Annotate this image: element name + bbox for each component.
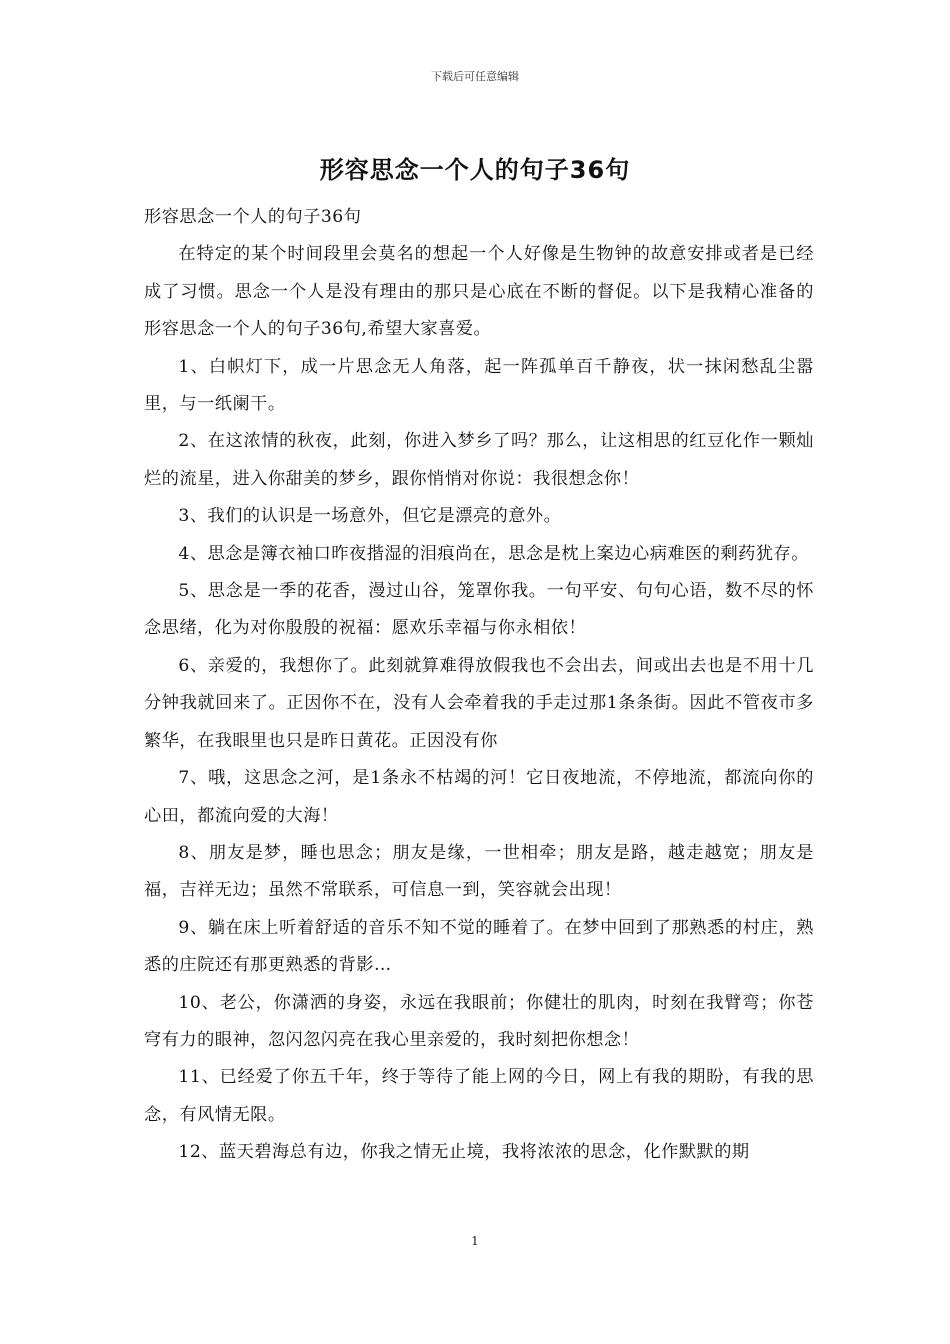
list-item: 1、白帜灯下，成一片思念无人角落，起一阵孤单百千静夜，状一抹闲愁乱尘嚣里，与一纸阑干。 (144, 356, 814, 415)
list-item: 12、蓝天碧海总有边，你我之情无止境，我将浓浓的思念，化作默默的期 (178, 1142, 750, 1163)
intro-paragraph: 在特定的某个时间段里会莫名的想起一个人好像是生物钟的故意安排或者是已经成了习惯。思念一个人是没有理由的那只是心底在不断的督促。以下是我精心准备的形容思念一个人的句子36句,希望大家喜爱。 (144, 244, 814, 340)
list-item: 3、我们的认识是一场意外，但它是漂亮的意外。 (178, 506, 562, 527)
list-item: 11、已经爱了你五千年，终于等待了能上网的今日，网上有我的期盼，有我的思念，有风情无限。 (144, 1067, 814, 1125)
page-number: 1 (471, 1234, 479, 1248)
list-item: 8、朋友是梦，睡也思念；朋友是缘，一世相牵；朋友是路，越走越宽；朋友是福，吉祥无边；虽然不常联系，可信息一到，笑容就会出现！ (144, 842, 814, 901)
document-title: 形容思念一个人的句子36句 (319, 156, 631, 184)
list-item: 9、躺在床上听着舒适的音乐不知不觉的睡着了。在梦中回到了那熟悉的村庄，熟悉的庄院还有那更熟悉的背影… (144, 917, 814, 976)
list-item: 4、思念是簿衣袖口昨夜揩湿的泪痕尚在，思念是枕上案边心病难医的剩药犹存。 (178, 543, 809, 564)
list-item: 2、在这浓情的秋夜，此刻，你进入梦乡了吗？那么，让这相思的红豆化作一颗灿烂的流星，进入你甜美的梦乡，跟你悄悄对你说：我很想念你！ (144, 431, 814, 489)
document-body (144, 199, 814, 1172)
list-item: 7、哦，这思念之河，是1条永不枯竭的河！它日夜地流，不停地流，都流向你的心田，都流向爱的大海！ (144, 768, 814, 826)
list-item: 10、老公，你潇洒的身姿，永远在我眼前；你健壮的肌肉，时刻在我臂弯；你苍穹有力的眼神，忽闪忽闪亮在我心里亲爱的，我时刻把你想念！ (144, 992, 814, 1050)
list-item: 6、亲爱的，我想你了。此刻就算难得放假我也不会出去，间或出去也是不用十几分钟我就回来了。正因你不在，没有人会牵着我的手走过那1条条街。因此不管夜市多繁华，在我眼里也只是昨日黄花。正因没有你 (144, 655, 814, 751)
document-subtitle: 形容思念一个人的句子36句 (144, 207, 362, 227)
header-note: 下载后可任意编辑 (431, 70, 519, 83)
list-item: 5、思念是一季的花香，漫过山谷，笼罩你我。一句平安、句句心语，数不尽的怀念思绪，化为对你殷殷的祝福：愿欢乐幸福与你永相依！ (144, 581, 814, 639)
